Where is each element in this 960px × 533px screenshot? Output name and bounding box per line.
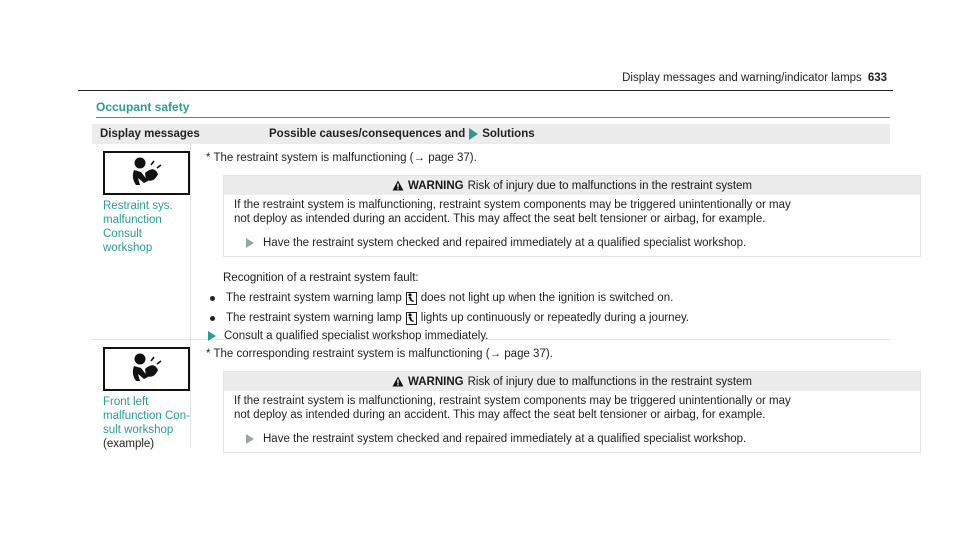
table-row [92, 144, 890, 340]
step-arrow-icon [246, 238, 254, 248]
message-line-2-text: sult workshop [103, 424, 174, 436]
message-line-1: Restraint sys. malfunction [103, 200, 173, 226]
solution-step-text: Consult a qualified specialist workshop immediately. [224, 330, 489, 342]
restraint-lamp-icon [406, 312, 417, 325]
section-divider [96, 117, 890, 118]
warning-body-line-1: If the restraint system is malfunctioning, restraint system components may be triggered unintentionally or may [234, 199, 791, 211]
warning-header [224, 372, 920, 391]
col-header-prefix: Possible causes/consequences and [269, 128, 466, 140]
bullet-1-post: does not light up when the ignition is switched on. [420, 292, 674, 304]
bullet-icon [210, 296, 215, 301]
warning-body-line-2: not deploy as intended during an accident. This may affect the seat belt tensioner or airbag, for example. [234, 409, 766, 421]
table-row [92, 340, 890, 448]
warning-body-line-2: not deploy as intended during an accident. This may affect the seat belt tensioner or airbag, for example. [234, 213, 766, 225]
page-number: 633 [867, 72, 887, 84]
warning-step-text: Have the restraint system checked and repaired immediately at a qualified specialist workshop. [263, 237, 747, 249]
message-suffix: (example) [103, 438, 155, 450]
col-header-suffix: Solutions [482, 128, 535, 140]
bullet-2-post: lights up continuously or repeatedly during a journey. [420, 312, 690, 324]
bullet-icon [210, 316, 215, 321]
warning-title: Risk of injury due to malfunctions in the restraint system [467, 375, 753, 388]
warning-title: Risk of injury due to malfunctions in the restraint system [467, 179, 753, 192]
solution-arrow-icon [469, 128, 478, 140]
table-header [92, 124, 890, 144]
col-header-display-messages: Display messages [100, 128, 200, 140]
display-message-cell [92, 340, 191, 448]
running-head [622, 72, 887, 84]
warning-body-line-1: If the restraint system is malfunctioning, restraint system components may be triggered unintentionally or may [234, 395, 791, 407]
running-title: Display messages and warning/indicator lamps [622, 72, 862, 84]
solutions-cell [191, 340, 927, 448]
warning-body [224, 391, 920, 452]
warning-body [224, 195, 920, 256]
warning-triangle-icon [392, 376, 404, 387]
warning-label: WARNING [407, 179, 464, 192]
col-header-solutions [258, 128, 535, 140]
message-line-1: Front left malfunction Con- [103, 396, 190, 422]
header-divider [78, 90, 893, 91]
bullet-2-pre: The restraint system warning lamp [226, 312, 402, 324]
recognition-text: Recognition of a restraint system fault: [223, 272, 419, 284]
airbag-warning-icon [103, 151, 190, 195]
restraint-lamp-icon [406, 292, 417, 305]
cause-text: * The restraint system is malfunctioning (→ page 37). [206, 152, 477, 164]
warning-step [246, 432, 910, 446]
cause-text: * The corresponding restraint system is malfunctioning (→ page 37). [206, 348, 553, 360]
warning-label: WARNING [407, 375, 464, 388]
warning-box [223, 371, 921, 453]
display-message-cell [92, 144, 191, 339]
warning-step [246, 236, 910, 250]
warning-step-text: Have the restraint system checked and repaired immediately at a qualified specialist workshop. [263, 433, 747, 445]
warning-header [224, 176, 920, 195]
list-item [210, 311, 921, 325]
warning-box [223, 175, 921, 257]
step-arrow-icon [246, 434, 254, 444]
message-line-2: Consult workshop [103, 228, 153, 254]
message-line-2 [103, 423, 190, 451]
bullet-1-pre: The restraint system warning lamp [226, 292, 402, 304]
messages-table [92, 124, 890, 448]
warning-triangle-icon [392, 180, 404, 191]
airbag-warning-icon [103, 347, 190, 391]
solutions-cell [191, 144, 927, 342]
list-item [210, 291, 921, 305]
section-title: Occupant safety [96, 100, 190, 114]
